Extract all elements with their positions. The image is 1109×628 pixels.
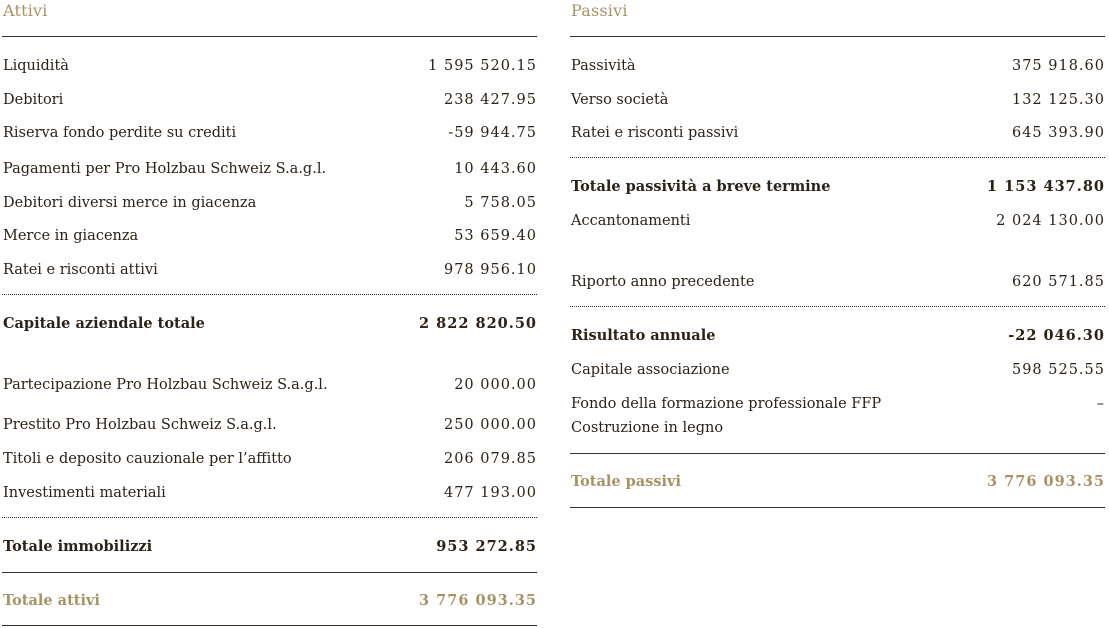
divider: [570, 306, 1105, 307]
row-label: Accantonamenti: [571, 213, 691, 229]
row-value: -22 046.30: [1008, 327, 1105, 344]
row-value: 5 758.05: [464, 195, 537, 211]
row-value: 238 427.95: [443, 92, 537, 108]
row-value: 206 079.85: [443, 451, 537, 467]
row-value: 1 595 520.15: [428, 58, 537, 74]
row-label: Totale attivi: [3, 592, 100, 609]
row-value: 250 000.00: [443, 417, 537, 433]
row-label: Titoli e deposito cauzionale per l’affitto: [3, 451, 292, 467]
divider: [2, 625, 537, 626]
divider: [570, 453, 1105, 454]
row-value: 10 443.60: [454, 161, 537, 177]
table-row: [571, 392, 1105, 440]
row-value: 2 822 820.50: [419, 315, 537, 332]
passivi-section: [571, 0, 1105, 628]
row-label: Riporto anno precedente: [571, 274, 755, 290]
row-value: 3 776 093.35: [419, 592, 537, 609]
row-value: 375 918.60: [1011, 58, 1105, 74]
divider: [570, 507, 1105, 508]
row-value: 477 193.00: [443, 485, 537, 501]
row-value: 598 525.55: [1011, 362, 1105, 378]
row-label: Totale passività a breve termine: [571, 178, 831, 195]
row-label: Capitale aziendale totale: [3, 315, 205, 332]
row-value: 3 776 093.35: [987, 473, 1105, 490]
row-value: 953 272.85: [436, 538, 537, 555]
passivi-heading: Passivi: [571, 1, 628, 20]
row-label: Debitori diversi merce in giacenza: [3, 195, 257, 211]
row-label: Investimenti materiali: [3, 485, 166, 501]
row-label: Totale immobilizzi: [3, 538, 153, 555]
row-value: 53 659.40: [454, 228, 537, 244]
row-label: Totale passivi: [571, 473, 681, 490]
row-value: 2 024 130.00: [996, 213, 1105, 229]
row-label: Ratei e risconti attivi: [3, 262, 158, 278]
divider: [2, 36, 537, 37]
row-label: Ratei e risconti passivi: [571, 125, 739, 141]
row-label: Riserva fondo perdite su crediti: [3, 125, 237, 141]
row-value: 978 956.10: [443, 262, 537, 278]
row-value: 645 393.90: [1011, 125, 1105, 141]
divider: [2, 294, 537, 295]
row-label: Verso società: [571, 92, 669, 108]
row-value: 132 125.30: [1011, 92, 1105, 108]
row-label: Capitale associazione: [571, 362, 730, 378]
row-value: 20 000.00: [454, 377, 537, 393]
divider: [2, 517, 537, 518]
row-value: -59 944.75: [448, 125, 537, 141]
row-value: –: [1096, 396, 1105, 412]
divider: [2, 572, 537, 573]
row-label: Debitori: [3, 92, 64, 108]
row-label: Risultato annuale: [571, 327, 716, 344]
row-value: 1 153 437.80: [987, 178, 1105, 195]
attivi-heading: Attivi: [3, 1, 48, 20]
row-label: Passività: [571, 58, 636, 74]
row-label: Fondo della formazione professionale FFP Costruzione in legno: [571, 396, 882, 436]
row-label: Partecipazione Pro Holzbau Schweiz S.a.g.l.: [3, 377, 328, 393]
row-label: Liquidità: [3, 58, 69, 74]
row-label: Merce in giacenza: [3, 228, 139, 244]
divider: [570, 157, 1105, 158]
row-label: Pagamenti per Pro Holzbau Schweiz S.a.g.l.: [3, 161, 327, 177]
divider: [570, 36, 1105, 37]
attivi-section: [3, 0, 537, 628]
row-value: 620 571.85: [1011, 274, 1105, 290]
row-label: Prestito Pro Holzbau Schweiz S.a.g.l.: [3, 417, 277, 433]
